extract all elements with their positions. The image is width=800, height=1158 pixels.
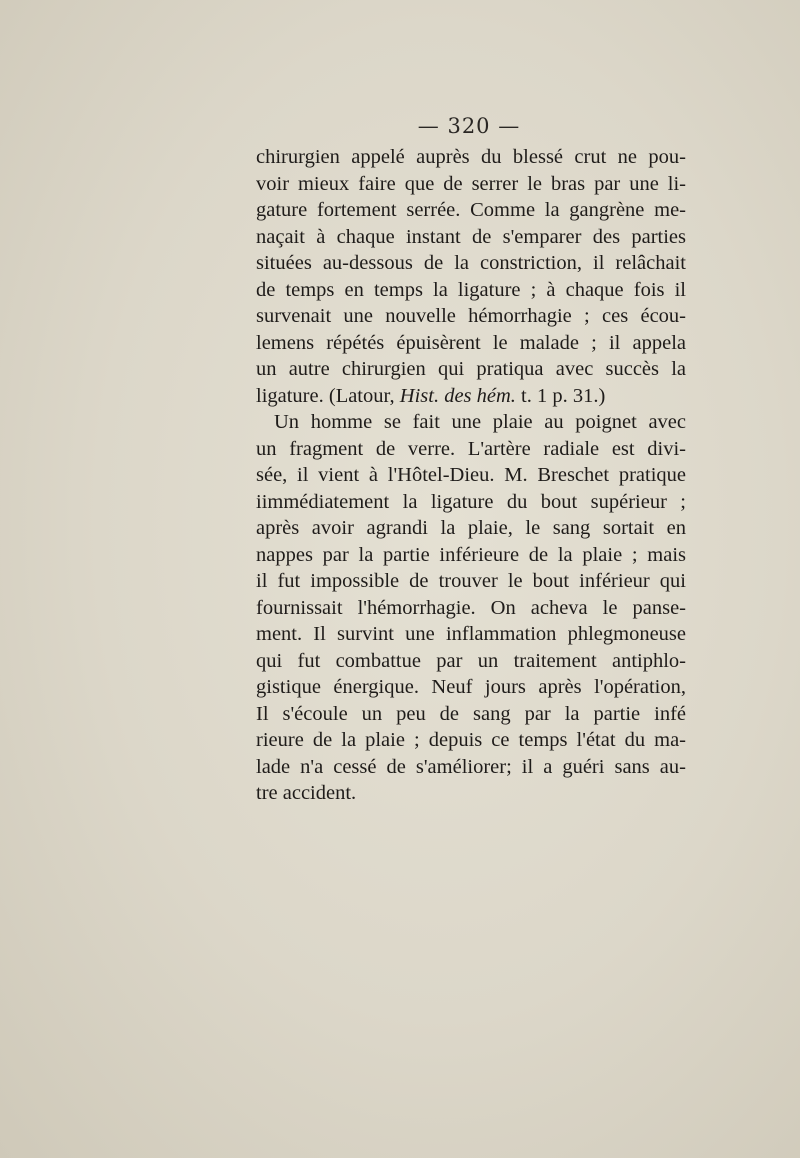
page-number: — 320 — bbox=[417, 114, 521, 138]
text-line: de temps en temps la ligature ; à chaque fois il bbox=[256, 278, 686, 301]
text-line: après avoir agrandi la plaie, le sang sortait en bbox=[256, 517, 686, 539]
text-line: naçait à chaque instant de s'emparer des parties bbox=[256, 225, 686, 248]
text-segment: ligature. (Latour, bbox=[256, 384, 400, 407]
text-line: qui fut combattue par un traitement antiphlo- bbox=[256, 649, 686, 672]
text-line: rieure de la plaie ; depuis ce temps l'état du ma- bbox=[256, 729, 686, 751]
text-line: Il s'écoule un peu de sang par la partie infé bbox=[256, 702, 686, 725]
text-line bbox=[256, 383, 686, 410]
text-line: un autre chirurgien qui pratiqua avec succès la bbox=[256, 358, 686, 380]
text-line: situées au-dessous de la constriction, il relâchait bbox=[256, 252, 686, 274]
text-line: nappes par la partie inférieure de la plaie ; mais bbox=[256, 543, 686, 566]
text-line: il fut impossible de trouver le bout inférieur qui bbox=[256, 570, 686, 592]
text-line: sée, il vient à l'Hôtel-Dieu. M. Breschet pratique bbox=[256, 464, 686, 486]
text-line: lemens répétés épuisèrent le malade ; il appela bbox=[256, 331, 686, 354]
text-line: chirurgien appelé auprès du blessé crut ne pou- bbox=[256, 146, 686, 168]
text-segment: t. 1 p. 31.) bbox=[515, 384, 606, 407]
body-text bbox=[256, 144, 686, 807]
text-line: Un homme se fait une plaie au poignet avec bbox=[274, 411, 686, 433]
text-line: ment. Il survint une inflammation phlegmoneuse bbox=[256, 623, 686, 645]
text-line: gistique énergique. Neuf jours après l'opération, bbox=[256, 676, 686, 698]
text-line: gature fortement serrée. Comme la gangrène me- bbox=[256, 199, 686, 221]
text-line: voir mieux faire que de serrer le bras par une li- bbox=[256, 172, 686, 195]
text-line: un fragment de verre. L'artère radiale est divi- bbox=[256, 437, 686, 460]
text-line: tre accident. bbox=[256, 782, 357, 804]
text-line: lade n'a cessé de s'améliorer; il a guéri sans au- bbox=[256, 755, 686, 778]
text-line: fournissait l'hémorrhagie. On acheva le panse- bbox=[256, 596, 686, 619]
text-line: survenait une nouvelle hémorrhagie ; ces écou- bbox=[256, 305, 686, 327]
citation-title: Hist. des hém. bbox=[399, 384, 516, 407]
text-line: iimmédiatement la ligature du bout supérieur ; bbox=[256, 490, 686, 513]
